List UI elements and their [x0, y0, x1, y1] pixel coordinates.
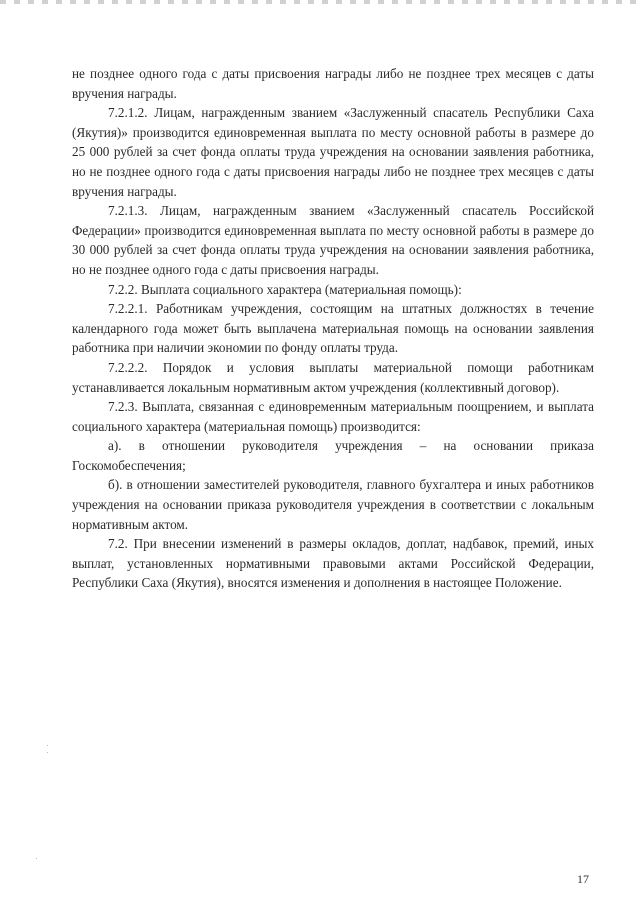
scan-speck: [47, 745, 48, 746]
scan-edge-artifact: [0, 0, 640, 4]
paragraph-item-b: б). в отношении заместителей руководителя, главного бухгалтера и иных работников учреждения на основании приказа руководителя учреждения в соответствии с локальным нормативным актом.: [72, 477, 594, 532]
paragraph-7-2: 7.2. При внесении изменений в размеры окладов, доплат, надбавок, премий, иных выплат, установленных нормативными правовыми актами Российской Федерации, Республики Саха (Якутия), вносятся изменения и дополнения в настоящее Положение.: [72, 536, 594, 591]
paragraph-7-2-2: 7.2.2. Выплата социального характера (материальная помощь):: [108, 281, 462, 297]
paragraph-7-2-1-2: 7.2.1.2. Лицам, награжденным званием «Заслуженный спасатель Республики Саха (Якутия)» производится единовременная выплата по месту основной работы в размере до 25 000 рублей за счет фонда оплаты труда учреждения на основании заявления работника, но не позднее одного года с даты присвоения награды либо не позднее трех месяцев с даты вручения награды.: [72, 105, 594, 199]
paragraph-7-2-2-1: 7.2.2.1. Работникам учреждения, состоящим на штатных должностях в течение календарного года может быть выплачена материальная помощь на основании заявления работника при наличии экономии по фонду оплаты труда.: [72, 301, 594, 356]
paragraph-7-2-3: 7.2.3. Выплата, связанная с единовременным материальным поощрением, и выплата социального характера (материальная помощь) производится:: [72, 399, 594, 434]
page-number: 17: [577, 872, 589, 886]
document-body: [72, 64, 594, 593]
scan-speck: [47, 752, 48, 753]
paragraph-continuation: не позднее одного года с даты присвоения награды либо не позднее трех месяцев с даты вручения награды.: [72, 66, 594, 101]
scan-speck: [36, 858, 37, 859]
paragraph-item-a: а). в отношении руководителя учреждения – на основании приказа Госкомобеспечения;: [72, 438, 594, 473]
paragraph-7-2-2-2: 7.2.2.2. Порядок и условия выплаты материальной помощи работникам устанавливается локальным нормативным актом учреждения (коллективный договор).: [72, 359, 594, 395]
paragraph-7-2-1-3: 7.2.1.3. Лицам, награжденным званием «Заслуженный спасатель Российской Федерации» производится единовременная выплата по месту основной работы в размере до 30 000 рублей за счет фонда оплаты труда учреждения на основании заявления работника, но не позднее одного года с даты присвоения награды.: [72, 203, 594, 277]
